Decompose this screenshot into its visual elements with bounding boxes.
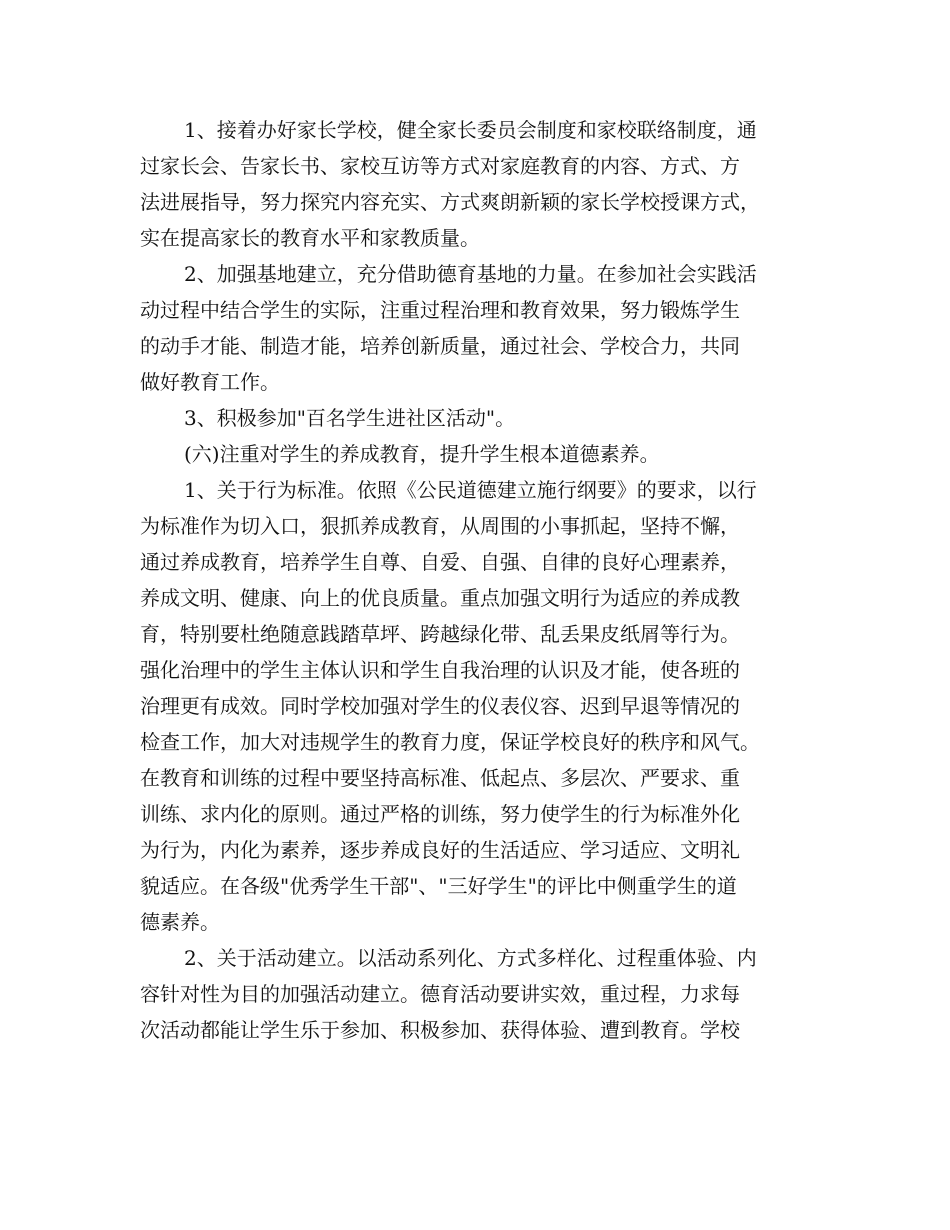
text-line: 实在提高家长的教育水平和家教质量。 [140,226,480,250]
text-line: 1、关于行为标准。依照《公民道德建立施行纲要》的要求，以行 [184,478,757,502]
text-line: 训练、求内化的原则。通过严格的训练，努力使学生的行为标准外化 [140,802,740,826]
text-line: 治理更有成效。同时学校加强对学生的仪表仪容、迟到早退等情况的 [140,694,740,718]
text-line: 1、接着办好家长学校，健全家长委员会制度和家校联络制度，通 [184,118,757,142]
text-line: 做好教育工作。 [140,370,280,394]
section-heading: (六)注重对学生的养成教育，提升学生根本道德素养。 [184,442,660,466]
text-line: 强化治理中的学生主体认识和学生自我治理的认识及才能，使各班的 [140,658,740,682]
text-line: 容针对性为目的加强活动建立。德育活动要讲实效，重过程，力求每 [140,982,740,1006]
text-line: 貌适应。在各级"优秀学生干部"、"三好学生"的评比中侧重学生的道 [140,874,737,898]
text-line: 在教育和训练的过程中要坚持高标准、低起点、多层次、严要求、重 [140,766,740,790]
text-line: 通过养成教育，培养学生自尊、自爱、自强、自律的良好心理素养， [140,550,740,574]
text-line: 养成文明、健康、向上的优良质量。重点加强文明行为适应的养成教 [140,586,740,610]
text-line: 育，特别要杜绝随意践踏草坪、跨越绿化带、乱丢果皮纸屑等行为。 [140,622,740,646]
document-body [140,112,820,1048]
text-line: 2、加强基地建立，充分借助德育基地的力量。在参加社会实践活 [184,262,757,286]
text-line: 为行为，内化为素养，逐步养成良好的生活适应、学习适应、文明礼 [140,838,740,862]
text-line: 德素养。 [140,910,220,934]
text-line: 检查工作，加大对违规学生的教育力度，保证学校良好的秩序和风气。 [140,730,760,754]
text-line: 法进展指导，努力探究内容充实、方式爽朗新颖的家长学校授课方式， [140,190,760,214]
text-line: 的动手才能、制造才能，培养创新质量，通过社会、学校合力，共同 [140,334,740,358]
text-line: 过家长会、告家长书、家校互访等方式对家庭教育的内容、方式、方 [140,154,740,178]
text-line: 2、关于活动建立。以活动系列化、方式多样化、过程重体验、内 [184,946,757,970]
text-line: 为标准作为切入口，狠抓养成教育，从周围的小事抓起，坚持不懈， [140,514,740,538]
text-line: 动过程中结合学生的实际，注重过程治理和教育效果，努力锻炼学生 [140,298,740,322]
text-line: 3、积极参加"百名学生进社区活动"。 [184,406,516,430]
text-line: 次活动都能让学生乐于参加、积极参加、获得体验、遭到教育。学校 [140,1018,740,1042]
